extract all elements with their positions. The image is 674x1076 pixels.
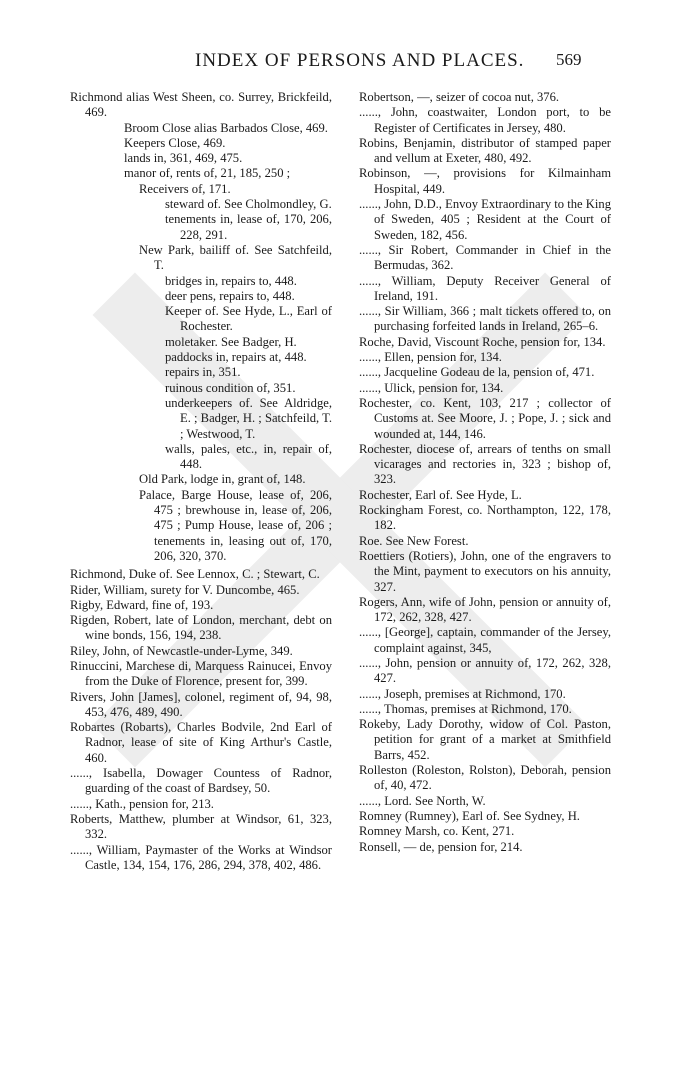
index-entry: ......, Sir William, 366 ; malt tickets offered to, on purchasing forfeited lands in Ireland, 265–6. xyxy=(359,304,611,334)
index-subentry: bridges in, repairs to, 448. xyxy=(165,273,297,288)
index-subentry: walls, pales, etc., in, repair of, 448. xyxy=(165,441,332,472)
index-entry: ......, John, D.D., Envoy Extraordinary to the King of Sweden, 405 ; Resident at the Court of Sweden, 182, 456. xyxy=(359,197,611,242)
index-entry: ......, [George], captain, commander of the Jersey, complaint against, 345, xyxy=(359,625,611,655)
index-entry: Rigden, Robert, late of London, merchant, debt on wine bonds, 156, 194, 238. xyxy=(70,613,332,643)
index-entry: Rider, William, surety for V. Duncombe, 465. xyxy=(70,582,300,597)
index-entry: ......, John, coastwaiter, London port, to be Register of Certificates in Jersey, 480. xyxy=(359,105,611,135)
index-entry: Romney (Rumney), Earl of. See Sydney, H. xyxy=(359,808,580,823)
index-entry: Ronsell, — de, pension for, 214. xyxy=(359,839,523,854)
index-entry: Roettiers (Rotiers), John, one of the engravers to the Mint, payment to executors on his annuity, 327. xyxy=(359,548,611,594)
index-entry: ......, Thomas, premises at Richmond, 170. xyxy=(359,701,572,716)
index-entry: Richmond alias West Sheen, co. Surrey, Brickfeild, 469. xyxy=(70,90,332,120)
index-entry: ......, Ulick, pension for, 134. xyxy=(359,380,504,395)
index-entry: Rigby, Edward, fine of, 193. xyxy=(70,597,214,612)
index-subentry: Receivers of, 171. xyxy=(139,181,231,196)
index-entry: ......, Joseph, premises at Richmond, 170. xyxy=(359,686,566,701)
index-entry: Rivers, John [James], colonel, regiment of, 94, 98, 453, 476, 489, 490. xyxy=(70,689,332,719)
index-entry: Rinuccini, Marchese di, Marquess Rainucei, Envoy from the Duke of Florence, present for, 399. xyxy=(70,658,332,689)
index-subentry: Old Park, lodge in, grant of, 148. xyxy=(139,472,306,487)
index-subentry: deer pens, repairs to, 448. xyxy=(165,288,295,303)
index-subentry: underkeepers of. See Aldridge, E. ; Badger, H. ; Satchfeild, T. ; Westwood, T. xyxy=(165,395,332,441)
index-entry: Richmond, Duke of. See Lennox, C. ; Stewart, C. xyxy=(70,567,320,582)
index-subentry: New Park, bailiff of. See Satchfeild, T. xyxy=(139,242,332,273)
index-subentry: moletaker. See Badger, H. xyxy=(165,334,297,349)
index-subentry: Broom Close alias Barbados Close, 469. xyxy=(124,120,328,135)
right-column xyxy=(359,90,611,855)
index-entry: Rochester, Earl of. See Hyde, L. xyxy=(359,487,522,502)
page-header xyxy=(0,46,674,76)
index-subentry: Keepers Close, 469. xyxy=(124,135,226,150)
index-entry: ......, Sir Robert, Commander in Chief in the Bermudas, 362. xyxy=(359,242,611,273)
index-subentry: steward of. See Cholmondley, G. xyxy=(165,197,332,212)
index-entry: Rochester, diocese of, arrears of tenths on small vicarages and rectories in, 323 ; bishop of, 323. xyxy=(359,441,611,487)
index-entry: ......, Isabella, Dowager Countess of Radnor, guarding of the coast of Bardsey, 50. xyxy=(70,766,332,796)
index-entry: Roe. See New Forest. xyxy=(359,533,469,548)
page-number: 569 xyxy=(556,50,582,69)
index-entry: ......, Jacqueline Godeau de la, pension of, 471. xyxy=(359,365,595,380)
index-entry: Rockingham Forest, co. Northampton, 122, 178, 182. xyxy=(359,503,611,533)
index-subentry: repairs in, 351. xyxy=(165,365,241,380)
index-entry: ......, William, Paymaster of the Works at Windsor Castle, 134, 154, 176, 286, 294, 378, 402, 486. xyxy=(70,842,332,872)
index-subentry: tenements in, lease of, 170, 206, 228, 291. xyxy=(165,212,332,242)
index-entry: ......, William, Deputy Receiver General of Ireland, 191. xyxy=(359,273,611,303)
index-entry: ......, John, pension or annuity of, 172, 262, 328, 427. xyxy=(359,655,611,686)
index-subentry: ruinous condition of, 351. xyxy=(165,380,296,395)
index-entry: ......, Ellen, pension for, 134. xyxy=(359,350,502,365)
index-entry: Riley, John, of Newcastle-under-Lyme, 349. xyxy=(70,643,293,658)
index-subentry: Palace, Barge House, lease of, 206, 475 ; brewhouse in, lease of, 206, 475 ; Pump House, lease of, 206 ; tenements in, leasing out of, 170, 206, 320, 370. xyxy=(139,487,332,563)
index-entry: Robartes (Robarts), Charles Bodvile, 2nd Earl of Radnor, lease of site of King Arthur's Castle, 460. xyxy=(70,720,332,765)
index-entry: Rolleston (Roleston, Rolston), Deborah, pension of, 40, 472. xyxy=(359,763,611,793)
index-entry: Robertson, —, seizer of cocoa nut, 376. xyxy=(359,90,560,104)
running-title: INDEX OF PERSONS AND PLACES. xyxy=(195,50,525,71)
index-entry: Romney Marsh, co. Kent, 271. xyxy=(359,824,515,839)
left-column xyxy=(70,90,332,873)
index-subentry: Keeper of. See Hyde, L., Earl of Rochester. xyxy=(165,304,332,334)
index-subentry: paddocks in, repairs at, 448. xyxy=(165,350,307,365)
index-entry: ......, Kath., pension for, 213. xyxy=(70,796,214,811)
index-entry: Roche, David, Viscount Roche, pension for, 134. xyxy=(359,334,606,349)
index-entry: Rogers, Ann, wife of John, pension or annuity of, 172, 262, 328, 427. xyxy=(359,594,611,625)
index-entry: Rokeby, Lady Dorothy, widow of Col. Paston, petition for grant of a market at Smithfield Barrs, 452. xyxy=(359,717,611,762)
index-entry: Robins, Benjamin, distributor of stamped paper and vellum at Exeter, 480, 492. xyxy=(359,135,611,166)
index-entry: Roberts, Matthew, plumber at Windsor, 61, 323, 332. xyxy=(70,811,332,842)
index-entry: ......, Lord. See North, W. xyxy=(359,793,486,808)
index-entry: Robinson, —, provisions for Kilmainham Hospital, 449. xyxy=(359,166,611,196)
index-subentry: manor of, rents of, 21, 185, 250 ; xyxy=(124,166,291,181)
index-subentry: lands in, 361, 469, 475. xyxy=(124,151,243,166)
index-entry: Rochester, co. Kent, 103, 217 ; collector of Customs at. See Moore, J. ; Pope, J. ; sick and wounded at, 144, 146. xyxy=(359,395,611,441)
